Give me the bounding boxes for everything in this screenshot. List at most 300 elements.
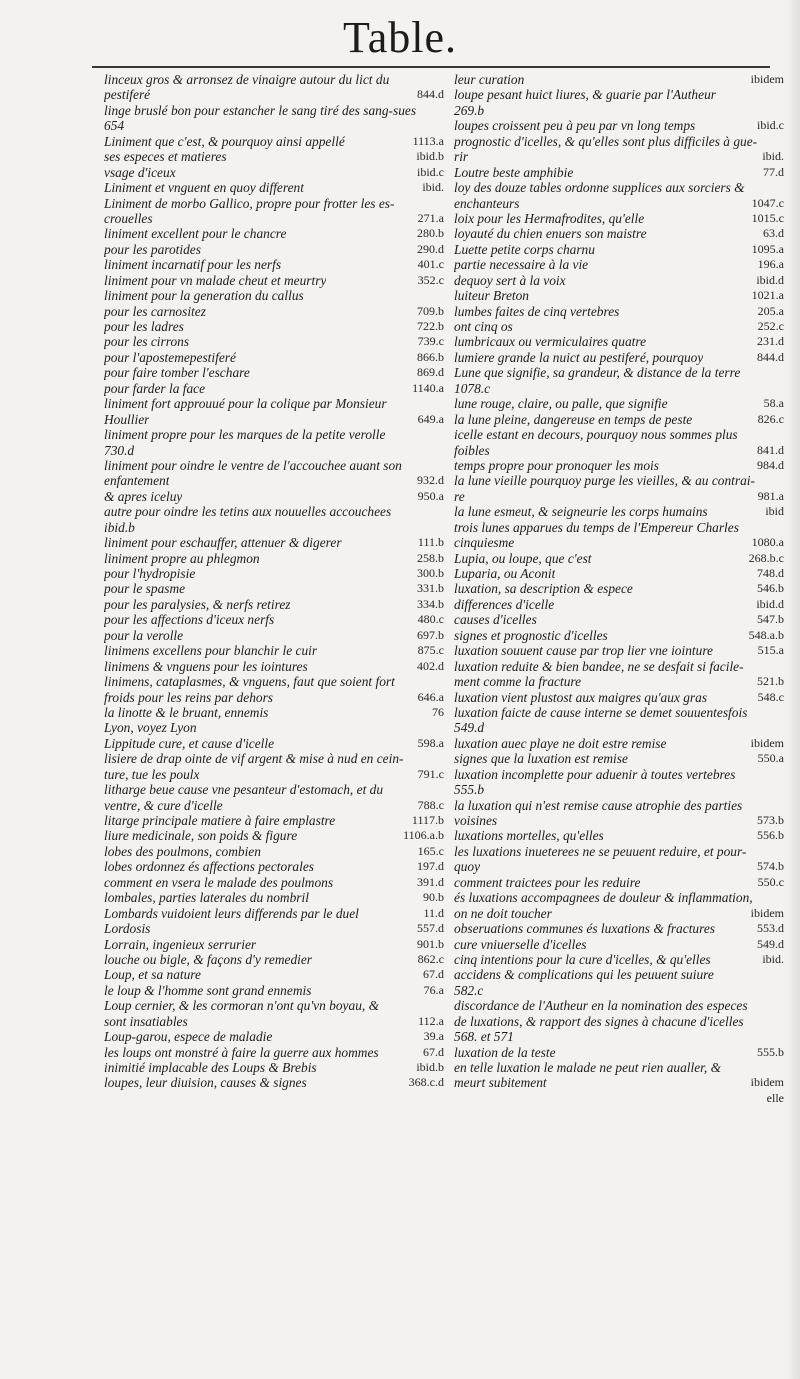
- index-entry-page-ref: 598.a: [417, 735, 444, 750]
- index-entry-text: pour les affections d'iceux nerfs: [104, 612, 275, 628]
- index-entry-text: 654: [104, 118, 125, 134]
- index-entry: [454, 612, 784, 627]
- index-entry-text: pestiferé: [104, 87, 151, 103]
- index-entry: [454, 551, 784, 566]
- index-entry: [454, 998, 784, 1013]
- index-entry: [454, 674, 784, 689]
- index-entry: [454, 983, 784, 998]
- index-entry-page-ref: ibidem: [750, 735, 784, 750]
- index-entry: [104, 782, 444, 797]
- index-entry-text: és luxations accompagnees de douleur & inflammation,: [454, 890, 753, 906]
- index-entry: [454, 520, 784, 535]
- index-entry: [454, 504, 784, 519]
- index-entry-page-ref: 557.d: [417, 921, 444, 936]
- index-entry: [104, 643, 444, 658]
- index-entry-page-ref: [438, 751, 444, 766]
- index-entry-page-ref: [438, 196, 444, 211]
- index-entry: [454, 767, 784, 782]
- index-entry-page-ref: 549.d: [757, 936, 784, 951]
- index-entry-page-ref: 11.d: [423, 905, 444, 920]
- index-entry: [104, 134, 444, 149]
- index-entry: [104, 751, 444, 766]
- index-entry-text: lumbricaux ou vermiculaires quatre: [454, 334, 647, 350]
- index-entry-text: voisines: [454, 813, 498, 828]
- index-entry-page-ref: 875.c: [417, 643, 444, 658]
- index-entry-page-ref: 844.d: [757, 349, 784, 364]
- index-entry-text: enchanteurs: [454, 195, 520, 211]
- index-entry-text: 582.c: [454, 982, 484, 998]
- index-entry-page-ref: 402.d: [417, 658, 444, 673]
- index-entry-text: luxation vient plustost aux maigres qu'aux gras: [454, 689, 708, 705]
- index-entry-text: Lune que signifie, sa grandeur, & distance de la terre: [454, 365, 741, 381]
- index-entry-text: le loup & l'homme sont grand ennemis: [104, 982, 312, 998]
- index-entry: [104, 983, 444, 998]
- index-entry: [104, 535, 444, 550]
- index-entry-text: pour les paralysies, & nerfs retirez: [104, 596, 291, 612]
- index-entry-page-ref: [778, 1029, 784, 1044]
- index-entry-text: lumbes faites de cinq vertebres: [454, 303, 620, 319]
- index-entry-page-ref: 300.b: [417, 566, 444, 580]
- index-entry-page-ref: 280.b: [417, 226, 444, 241]
- index-entry-text: partie necessaire à la vie: [454, 257, 589, 273]
- index-entry-page-ref: 76.a: [423, 982, 444, 997]
- index-entry-page-ref: [438, 458, 444, 473]
- index-entry-page-ref: 984.d: [757, 457, 784, 472]
- index-entry-text: linge bruslé bon pour estancher le sang tiré des sang-sues: [104, 102, 417, 118]
- index-entry-text: vsage d'iceux: [104, 164, 176, 180]
- index-entry-page-ref: [778, 998, 784, 1013]
- index-entry-text: obseruations communes és luxations & fractures: [454, 921, 715, 937]
- index-entry: [104, 273, 444, 288]
- index-entry: [454, 473, 784, 488]
- index-entry-page-ref: 368.c.d: [408, 1075, 444, 1090]
- index-entry-text: loy des douze tables ordonne supplices aux sorciers &: [454, 180, 745, 196]
- index-entry-text: litarge principale matiere à faire emplastre: [104, 813, 336, 828]
- index-entry: [454, 859, 784, 874]
- index-entry-page-ref: [778, 983, 784, 998]
- index-entry-text: ses especes et matieres: [104, 149, 227, 165]
- index-entry-text: liniment pour oindre le ventre de l'accouchee auant son: [104, 457, 402, 473]
- index-entry: [104, 257, 444, 272]
- index-entry: [454, 396, 784, 411]
- index-entry-text: comment en vsera le malade des poulmons: [104, 874, 334, 890]
- index-entry-page-ref: [778, 720, 784, 735]
- index-entry-text: la lune esmeut, & seigneurie les corps humains: [454, 504, 708, 520]
- index-entry: [454, 705, 784, 720]
- index-entry: [454, 257, 784, 272]
- index-entry: [104, 103, 444, 118]
- index-entry: [104, 118, 444, 133]
- index-entry: [104, 720, 444, 735]
- index-entry: [454, 1029, 784, 1044]
- index-entry-text: lombales, parties laterales du nombril: [104, 890, 309, 906]
- index-entry-page-ref: 90.b: [423, 890, 444, 905]
- index-entry-page-ref: 932.d: [417, 473, 444, 488]
- index-entry-text: trois lunes apparues du temps de l'Empereur Charles: [454, 519, 739, 535]
- index-entry-page-ref: [778, 473, 784, 488]
- index-entry-text: lobes des poulmons, combien: [104, 843, 261, 859]
- index-entry: [454, 427, 784, 442]
- index-entry-text: ture, tue les poulx: [104, 766, 200, 782]
- index-entry-text: comment traictees pour les reduire: [454, 874, 641, 890]
- index-entry-page-ref: 556.b: [757, 828, 784, 843]
- index-entry-text: signes que la luxation est remise: [454, 751, 628, 767]
- index-entry-text: loyauté du chien enuers son maistre: [454, 226, 647, 242]
- index-entry-text: cinq intentions pour la cure d'icelles, & qu'elles: [454, 951, 711, 967]
- index-entry-page-ref: 331.b: [417, 581, 444, 596]
- index-entry-page-ref: 1106.a.b: [403, 828, 444, 843]
- index-entry-page-ref: [778, 659, 784, 674]
- index-entry-text: pour l'hydropisie: [104, 566, 196, 581]
- index-entry-text: pour le spasme: [104, 581, 186, 597]
- index-entry: [454, 334, 784, 349]
- index-entry-text: liure medicinale, son poids & figure: [104, 828, 298, 844]
- index-entry: [454, 1060, 784, 1075]
- index-entry: [104, 242, 444, 257]
- index-entry: [104, 520, 444, 535]
- index-entry-text: luxations mortelles, qu'elles: [454, 828, 604, 844]
- index-entry-text: lisiere de drap ointe de vif argent & mise à nud en cein-: [104, 751, 404, 767]
- index-entry: [104, 597, 444, 612]
- index-entry-text: Lyon, voyez Lyon: [104, 720, 197, 736]
- index-entry-page-ref: 1047.c: [751, 195, 784, 210]
- index-entry-text: accidens & complications qui les peuuent suiure: [454, 967, 714, 983]
- index-entry-page-ref: 205.a: [757, 303, 784, 318]
- index-entry-page-ref: 1015.c: [751, 210, 784, 225]
- index-entry-text: loupes, leur diuision, causes & signes: [104, 1075, 307, 1091]
- index-entry: [454, 1075, 784, 1090]
- index-entry: [454, 581, 784, 596]
- index-entry-text: loupes croissent peu à peu par vn long temps: [454, 118, 696, 134]
- index-entry: [454, 720, 784, 735]
- index-entry-text: de luxations, & rapport des signes à chacune d'icelles: [454, 1013, 744, 1029]
- index-entry-page-ref: 63.d: [763, 226, 784, 241]
- index-entry: [454, 381, 784, 396]
- index-entry-text: liniment pour la generation du callus: [104, 288, 304, 304]
- index-entry: [104, 350, 444, 365]
- index-entry-text: Liniment et vnguent en quoy different: [104, 180, 304, 196]
- index-entry: [104, 875, 444, 890]
- index-entry-page-ref: 826.c: [757, 411, 784, 426]
- index-entry: [454, 87, 784, 102]
- index-entry-text: liniment incarnatif pour les nerfs: [104, 257, 282, 273]
- index-entry: [104, 798, 444, 813]
- index-entry: [104, 813, 444, 828]
- index-entry-text: les luxations inueterees ne se peuuent reduire, et pour-: [454, 843, 747, 859]
- index-entry-text: 555.b: [454, 782, 485, 798]
- index-entry: [454, 72, 784, 87]
- index-entry-page-ref: 1113.a: [412, 133, 444, 148]
- index-entry: [104, 674, 444, 689]
- index-entry-page-ref: ibid.: [762, 149, 784, 164]
- index-entry-page-ref: 39.a: [423, 1029, 444, 1044]
- index-entry-page-ref: [438, 998, 444, 1013]
- index-entry: [454, 906, 784, 921]
- title-rule: [92, 66, 770, 68]
- index-column-left: [104, 72, 444, 1091]
- index-entry-text: 549.d: [454, 720, 485, 736]
- index-entry-page-ref: 722.b: [417, 319, 444, 333]
- index-entry-page-ref: 548.c: [757, 689, 784, 704]
- index-entry: [104, 967, 444, 982]
- index-entry-page-ref: 866.b: [417, 349, 444, 364]
- index-entry-page-ref: 844.d: [417, 87, 444, 102]
- index-entry-page-ref: 981.a: [757, 488, 784, 503]
- index-entry-page-ref: 791.c: [417, 766, 444, 781]
- index-entry-page-ref: 547.b: [757, 612, 784, 627]
- index-entry-page-ref: 401.c: [417, 257, 444, 272]
- index-entry-text: ont cinq os: [454, 319, 513, 334]
- index-entry-page-ref: [778, 520, 784, 535]
- index-entry: [454, 597, 784, 612]
- index-entry: [454, 844, 784, 859]
- index-entry-page-ref: 869.d: [417, 365, 444, 380]
- index-entry-page-ref: [438, 720, 444, 735]
- index-entry-text: Lippitude cure, et cause d'icelle: [104, 735, 275, 751]
- index-entry: [454, 798, 784, 813]
- index-entry: [104, 844, 444, 859]
- index-entry-page-ref: 334.b: [417, 596, 444, 611]
- index-entry: [454, 304, 784, 319]
- index-entry: [104, 705, 444, 720]
- index-entry-text: luxation, sa description & espece: [454, 581, 633, 597]
- index-entry-text: signes et prognostic d'icelles: [454, 627, 608, 643]
- index-entry: [454, 165, 784, 180]
- index-entry-text: liniment excellent pour le chancre: [104, 226, 287, 242]
- index-entry: [104, 551, 444, 566]
- index-entry: [104, 566, 444, 581]
- index-entry: [104, 1060, 444, 1075]
- index-entry-page-ref: 112.a: [418, 1013, 444, 1028]
- index-entry-page-ref: 252.c: [757, 319, 784, 333]
- index-entry-text: Luparia, ou Aconit: [454, 566, 556, 581]
- index-entry: [104, 334, 444, 349]
- index-entry-text: 730.d: [104, 442, 135, 458]
- index-entry-page-ref: 646.a: [417, 689, 444, 704]
- index-entry: [104, 998, 444, 1013]
- index-entry-page-ref: [778, 381, 784, 396]
- index-entry-page-ref: [778, 782, 784, 797]
- index-entry-page-ref: 649.a: [417, 411, 444, 426]
- index-entry: [104, 1075, 444, 1090]
- index-entry-page-ref: 555.b: [757, 1044, 784, 1059]
- index-entry: [104, 937, 444, 952]
- index-entry-page-ref: 1095.a: [751, 241, 784, 256]
- index-entry-text: Loup, et sa nature: [104, 967, 201, 983]
- index-entry: [454, 443, 784, 458]
- index-entry-page-ref: 548.a.b: [748, 627, 784, 642]
- index-entry: [104, 180, 444, 195]
- index-entry-page-ref: [438, 72, 444, 87]
- index-entry-text: Liniment que c'est, & pourquoy ainsi appellé: [104, 133, 345, 149]
- index-entry-page-ref: 748.d: [757, 566, 784, 580]
- index-entry-page-ref: [778, 134, 784, 149]
- index-entry: [454, 921, 784, 936]
- index-entry: [104, 1029, 444, 1044]
- index-entry-page-ref: ibid.c: [757, 118, 784, 133]
- index-entry-page-ref: [778, 1014, 784, 1029]
- index-entry-page-ref: [778, 967, 784, 982]
- index-entry-page-ref: 67.d: [423, 1044, 444, 1059]
- index-entry-page-ref: ibid.c: [417, 164, 444, 179]
- index-entry: [104, 628, 444, 643]
- index-entry: [454, 875, 784, 890]
- index-entry: [454, 643, 784, 658]
- index-entry-text: prognostic d'icelles, & qu'elles sont plus difficiles à gue-: [454, 133, 758, 149]
- index-entry-text: Lordosis: [104, 921, 151, 937]
- index-entry-text: on ne doit toucher: [454, 905, 552, 921]
- index-entry-page-ref: 231.d: [757, 334, 784, 349]
- index-entry-page-ref: 268.b.c: [748, 550, 784, 565]
- index-entry-page-ref: 574.b: [757, 859, 784, 874]
- index-entry-page-ref: 111.b: [417, 535, 444, 550]
- index-entry-page-ref: 1021.a: [751, 288, 784, 303]
- index-entry-text: pour faire tomber l'eschare: [104, 365, 250, 381]
- index-entry: [454, 1014, 784, 1029]
- index-entry-text: Lorrain, ingenieux serrurier: [104, 936, 257, 952]
- index-entry: [104, 1014, 444, 1029]
- index-entry: [104, 396, 444, 411]
- index-entry-text: liniment propre pour les marques de la petite verolle: [104, 427, 386, 443]
- index-entry-page-ref: [778, 180, 784, 195]
- index-entry-text: liniment fort approuué pour la colique par Monsieur: [104, 396, 387, 412]
- index-entry-page-ref: [778, 705, 784, 720]
- index-entry: [104, 504, 444, 519]
- index-entry: [454, 967, 784, 982]
- index-entry-text: temps propre pour pronoquer les mois: [454, 457, 659, 473]
- index-entry-text: inimitié implacable des Loups & Brebis: [104, 1060, 317, 1075]
- index-entry: [104, 211, 444, 226]
- index-entry-text: ibid.b: [104, 519, 135, 535]
- index-entry-page-ref: 521.b: [757, 674, 784, 689]
- index-entry: [454, 211, 784, 226]
- index-entry-page-ref: 1117.b: [411, 813, 444, 827]
- index-entry-page-ref: 550.c: [757, 874, 784, 889]
- index-entry: [454, 118, 784, 133]
- index-entry: [104, 828, 444, 843]
- index-entry: [104, 427, 444, 442]
- index-entry-text: liniment pour vn malade cheut et meurtry: [104, 272, 327, 288]
- index-entry-text: sont insatiables: [104, 1013, 188, 1029]
- index-entry-page-ref: [438, 396, 444, 411]
- index-entry-text: la lune pleine, dangereuse en temps de peste: [454, 411, 693, 427]
- index-entry-text: Liniment de morbo Gallico, propre pour frotter les es-: [104, 195, 395, 211]
- index-entry-text: loix pour les Hermafrodites, qu'elle: [454, 210, 645, 226]
- index-entry-text: froids pour les reins par dehors: [104, 689, 274, 705]
- index-entry: [454, 690, 784, 705]
- index-entry-text: luxation souuent cause par trop lier vne iointure: [454, 643, 713, 659]
- index-entry-page-ref: 1080.a: [751, 535, 784, 550]
- index-entry: [104, 304, 444, 319]
- index-entry-text: pour les carnositez: [104, 303, 206, 319]
- index-entry-page-ref: 709.b: [417, 303, 444, 318]
- index-entry-text: litharge beue cause vne pesanteur d'estomach, et du: [104, 782, 384, 798]
- index-entry-text: pour les parotides: [104, 241, 201, 257]
- index-entry-page-ref: ibid: [765, 504, 784, 519]
- index-entry-text: dequoy sert à la voix: [454, 272, 566, 288]
- index-entry-text: liniment pour eschauffer, attenuer & digerer: [104, 535, 342, 551]
- index-entry: [454, 659, 784, 674]
- index-entry: [104, 165, 444, 180]
- index-entry-page-ref: elle: [766, 1090, 784, 1105]
- index-entry-page-ref: 862.c: [417, 951, 444, 966]
- index-entry: [454, 566, 784, 581]
- index-entry-text: loupe pesant huict liures, & guarie par l'Autheur: [454, 87, 716, 103]
- index-entry-text: la lune vieille pourquoy purge les vieilles, & au contrai-: [454, 473, 755, 489]
- index-entry-page-ref: [438, 288, 444, 303]
- index-entry-page-ref: [778, 798, 784, 813]
- index-entry: [104, 859, 444, 874]
- index-entry-text: luxation incomplette pour aduenir à toutes vertebres: [454, 766, 736, 782]
- index-entry-page-ref: 546.b: [757, 581, 784, 596]
- index-entry-text: crouelles: [104, 210, 153, 226]
- index-entry-page-ref: 271.a: [417, 210, 444, 225]
- index-entry: [454, 149, 784, 164]
- index-entry-page-ref: [438, 118, 444, 133]
- index-entry-text: autre pour oindre les tetins aux nouuelles accouchees: [104, 504, 392, 520]
- index-entry: [454, 319, 784, 334]
- index-entry: [104, 149, 444, 164]
- index-entry-page-ref: 573.b: [757, 813, 784, 827]
- index-entry-text: icelle estant en decours, pourquoy nous sommes plus: [454, 427, 738, 443]
- index-entry-page-ref: 391.d: [417, 874, 444, 889]
- index-entry-text: pour l'apostemepestiferé: [104, 349, 236, 365]
- index-entry-text: lune rouge, claire, ou palle, que signifie: [454, 396, 668, 412]
- index-entry-page-ref: 58.a: [763, 396, 784, 411]
- index-entry-text: 568. et 571: [454, 1029, 514, 1045]
- index-entry: [454, 365, 784, 380]
- index-entry-text: lumiere grande la nuict au pestiferé, pourquoy: [454, 349, 704, 365]
- index-entry: [454, 242, 784, 257]
- index-entry-text: quoy: [454, 859, 481, 875]
- page-title: Table.: [342, 13, 458, 62]
- index-entry: [104, 458, 444, 473]
- index-entry-page-ref: 165.c: [417, 843, 444, 858]
- index-entry-page-ref: [438, 674, 444, 689]
- index-entry: [454, 458, 784, 473]
- index-entry-page-ref: ibid.b: [416, 149, 444, 164]
- index-entry-page-ref: 550.a: [757, 751, 784, 766]
- index-entry-text: les loups ont monstré à faire la guerre aux hommes: [104, 1044, 379, 1060]
- index-entry-page-ref: [438, 443, 444, 458]
- index-entry: [454, 103, 784, 118]
- index-entry-page-ref: [778, 365, 784, 380]
- index-entry-page-ref: 788.c: [417, 797, 444, 812]
- index-entry-text: enfantement: [104, 473, 170, 489]
- index-entry-page-ref: ibid.b: [416, 1060, 444, 1074]
- index-entry-text: Loup cernier, & les cormoran n'ont qu'vn boyau, &: [104, 998, 380, 1014]
- index-entry-text: pour les cirrons: [104, 334, 190, 350]
- index-entry: [104, 365, 444, 380]
- index-entry-page-ref: [778, 427, 784, 442]
- index-entry-page-ref: [438, 504, 444, 519]
- index-entry: [104, 767, 444, 782]
- index-entry-text: differences d'icelle: [454, 596, 555, 612]
- index-entry-page-ref: [438, 103, 444, 118]
- index-entry: [454, 952, 784, 967]
- index-entry-text: 1078.c: [454, 380, 491, 396]
- index-entry: [104, 921, 444, 936]
- index-entry-text: meurt subitement: [454, 1075, 547, 1091]
- index-entry-page-ref: 480.c: [417, 612, 444, 627]
- index-entry-page-ref: 1140.a: [412, 380, 444, 395]
- index-entry-text: Houllier: [104, 411, 150, 427]
- index-entry-page-ref: [438, 427, 444, 442]
- index-entry-text: leur curation: [454, 72, 525, 87]
- index-entry: [104, 906, 444, 921]
- index-entry-text: la linotte & le bruant, ennemis: [104, 704, 269, 720]
- index-entry: [104, 226, 444, 241]
